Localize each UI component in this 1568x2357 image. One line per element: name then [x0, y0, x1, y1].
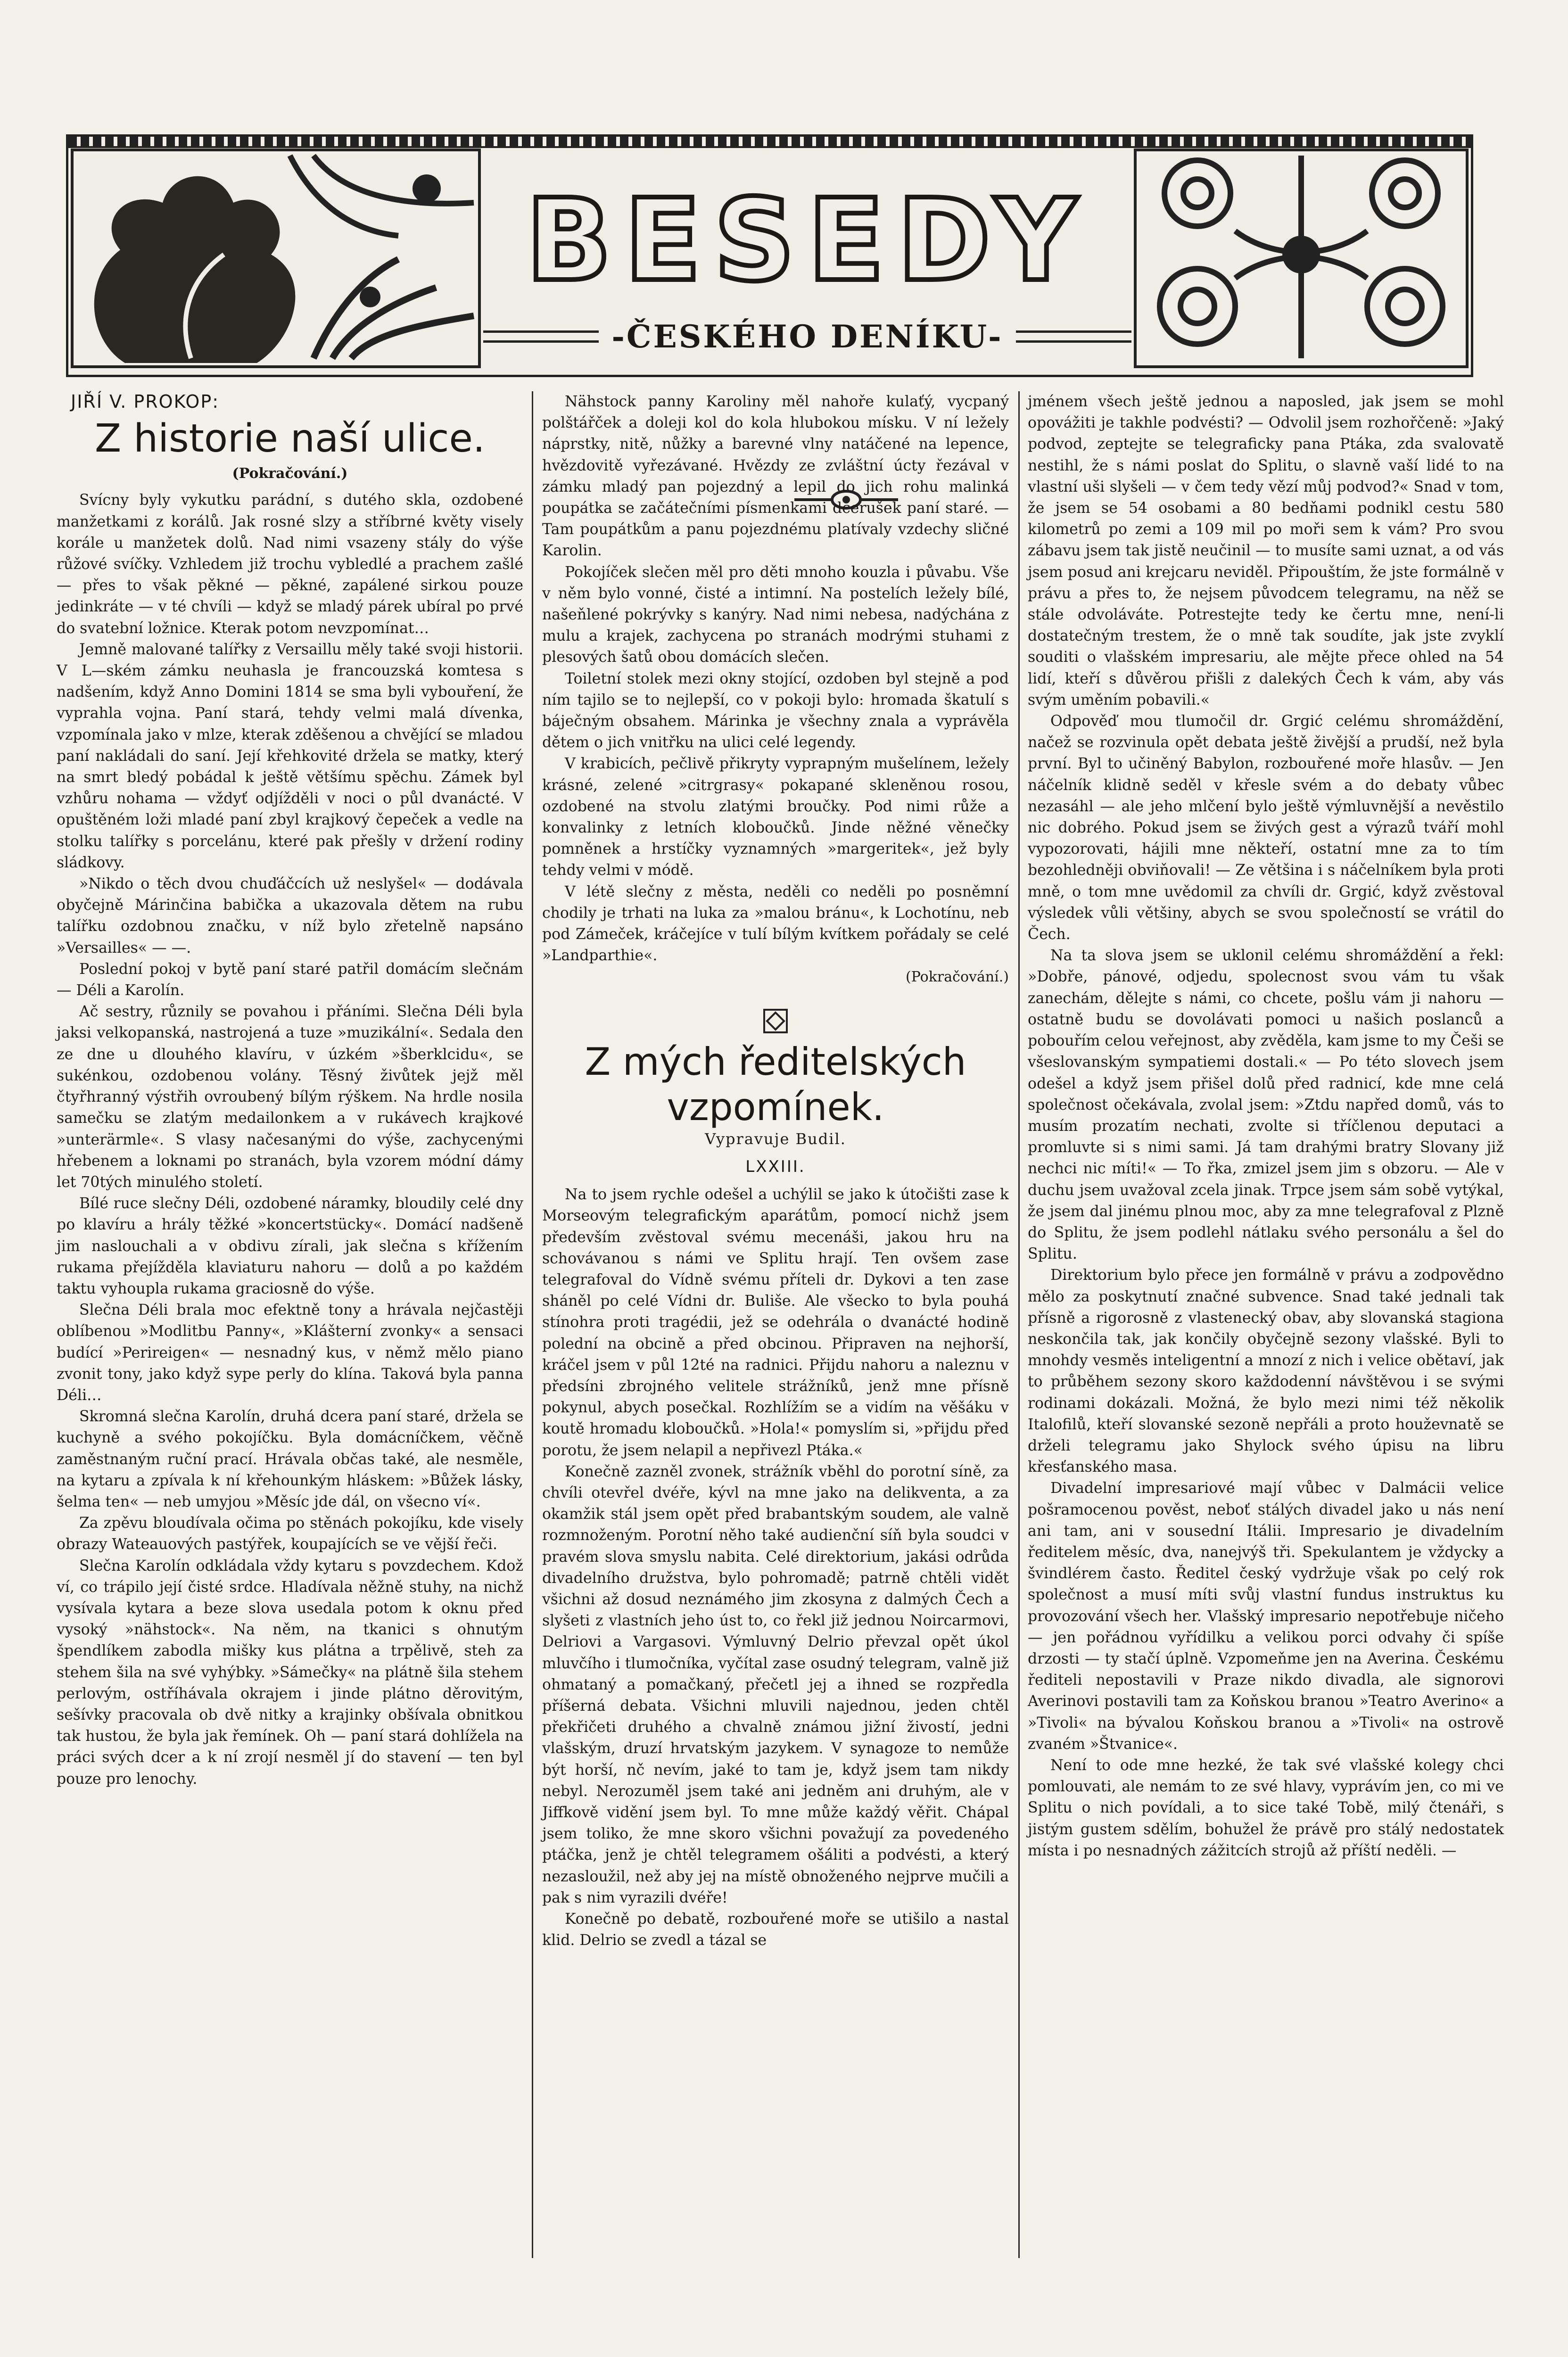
paragraph: Není to ode mne hezké, že tak své vlašské kolegy chci pomlouvati, ale nemám to ze své hlavy, vyprávím jen, co mi ve Splitu o nich povídali, a to sice také Tobě, milý čtenáři, s jistým gustem sdělím, bohužel že právě pro stálý nedostatek místa i po nesnadných zážitcích strojů až příští neděli. —	[1028, 1757, 1504, 1859]
paragraph: Konečně po debatě, rozbouřené moře se utišilo a nastal klid. Delrio se zvedl a tázal se	[542, 1911, 1009, 1949]
paragraph: Divadelní impresariové mají vůbec v Dalmácii velice pošramocenou pověst, neboť stálých divadel jako u nás není ani tam, ani v sousední Itálii. Impresario je divadelním ředitelem měsíc, dva, nanejvýš tři. Spekulantem je vždycky a švindlérem často. Ředitel český vydržuje však po celý rok společnost a musí míti svůj vlastní fundus instruktus ku provozování všech her. Vlašský impresario nepotřebuje ničeho — jen pořádnou vyřídilku a velikou porci odvahy či spíše drzosti — ty stačí úplně. Vzpomeňme jen na Averina. Českému řediteli nepostavili v Praze nikdo divadla, ale signorovi Averinovi postavili tam za Koňskou branou »Teatro Averino« a »Tivoli« na bývalou Koňskou branou a »Tivoli« na ostrově zvaném »Štvanice«.	[1028, 1480, 1504, 1753]
left-ornament-art	[68, 137, 483, 370]
paragraph: Pokojíček slečen měl pro děti mnoho kouzla i půvabu. Vše v něm bylo vonné, čisté a intimní. Na postelích ležely bílé, našeňlené pokrývky s kanýry. Nad nimi nebesa, nadýchána z mulu a krajek, zachycena po stranách modrými stuhami z plesových šatů obou domácích slečen.	[542, 563, 1009, 666]
paragraph: Bílé ruce slečny Déli, ozdobené náramky, bloudily celé dny po klavíru a hrály těžké »koncertstücky«. Domácí nadšeně jim naslouchali a v obdivu zírali, jak slečna s křížením rukama přejížděla klaviaturu nahoru — dolů a po každém taktu vyhoupla rukama graciosně do výše.	[57, 1195, 523, 1297]
paragraph: V létě slečny z města, neděli co neděli po posněmní chodily je trhati na luka za »malou bránu«, k Lochotínu, neb pod Zámeček, kráčejíce v tulí bílým kvítkem pořádaly se celé »Landparthie«.	[542, 883, 1009, 964]
paragraph: Svícny byly vykutku parádní, s dutého skla, ozdobené manžetkami z korálů. Jak rosné slzy a stříbrné květy visely korále u manžetek dolů. Nad nimi vsazeny stály do výše růžové svíčky. Vzhledem již trochu vybledlé a prachem zašlé — přes to však pěkné — pěkné, zapálené sirkou pouze jedinkráte — v té chvíli — když se mladý párek ubíral po prvé do svatební ložnice. Kterak potom nevzpomínat…	[57, 492, 523, 637]
masthead-title: BESEDY	[525, 174, 1089, 306]
article-author: JIŘÍ V. PROKOP:	[71, 391, 220, 412]
paragraph: Toiletní stolek mezi okny stojící, ozdoben byl stejně a pod ním tajilo se to nejlepší, co v pokoji bylo: hromada škatulí s báječným obsahem. Márinka je všechny znala a vyprávěla dětem o jich vnitřku na ulici celé legendy.	[542, 670, 1009, 751]
article-title-line-2: vzpomínek.	[667, 1085, 884, 1129]
column-3	[1028, 391, 1504, 1862]
subtitle-row	[483, 318, 1131, 355]
subtitle-rule-right	[1016, 330, 1131, 343]
right-ornament-art	[1131, 137, 1471, 370]
paragraph: Direktorium bylo přece jen formálně v právu a zodpovědno mělo za poskytnutí značné subvence. Snad také jednali tak přísně a rigorosně z vlastenecký obav, aby slovanská stagiona neskončila tak, jak končily obyčejně sezony vlašské. Byli to mnohdy vesměs inteligentní a mnozí z nich i velice obětaví, jak to průběhem sezony skoro každodenní návštěvou i se svými rodinami dokázali. Možná, že bylo mezi nimi též několik Italofilů, kteří slovanské sezoně nepřáli a proto houževnatě se drželi telegramu jako Shylock svého úpisu na libru křesťanského masa.	[1028, 1267, 1504, 1476]
article-byline: Vypravuje Budil.	[705, 1129, 846, 1148]
paragraph: Ač sestry, různily se povahou i přáními. Slečna Déli byla jaksi velkopanská, nastrojená a tuze »muzikální«. Sedala den ze dne u dlouhého klavíru, v úzkém »šberklcidu«, se sukénkou, ozdobenou volány. Těsný živůtek jejž měl čtyřhranný výstřih ovroubený bílým rýškem. Na hrdle nosila samečku se zlatým medailonkem a v rukávech krajkové »unterärmle«. S vlasy načesanými do výše, zachycenými hřebenem a loknami po stranách, byla vzorem módní dámy let 70tých minulého století.	[57, 1003, 523, 1191]
paragraph: jménem všech ještě jednou a naposled, jak jsem se mohl opovážiti je takhle podvésti? — Odvolil jsem rozhořčeně: »Jaký podvod, zeptejte se telegraficky pana Ptáka, zda svalovatě nestihl, že s námi poslat do Splitu, o slavně vaší lidé to na vlastní uši slyšeli — v čem tedy vězí můj podvod?« Snad v tom, že jsem se 54 osobami a 80 bedňami podnikl cestu 580 kilometrů po zemi a 109 mil po moři sem k vám? Pro svou zábavu jsem tak jistě neučinil — to musíte sami uznat, a od vás jsem posud ani krejcaru neviděl. Připouštím, že jste formálně v právu a přes to, že nejsem původcem telegramu, na něž se stále odvoláváte. Potrestejte tedy ke čertu mne, není-li dostatečným trestem, že o mně tak soudíte, jak jste zvyklí souditi o vlašském impresariu, ale mějte přece ohled na 54 lidí, kteří s důvěrou přišli z dalekých Čech k vám, aby vás svým uměním pobavili.«	[1028, 393, 1504, 709]
section-divider-icon	[761, 1007, 790, 1035]
column-rule-1	[532, 391, 533, 2258]
paragraph: Odpověď mou tlumočil dr. Grgić celému shromáždění, načež se rozvinula opět debata ještě živější a prudší, než byla první. Byl to učiněný Babylon, rozbouřené moře hlasův. — Jen náčelník klidně seděl v křesle svém a do debaty vůbec nezasáhl — ale jeho mlčení bylo ještě výmluvnější a nevěstilo nic dobrého. Pokud jsem se živých gest a výrazů tváří mohl vypozorovati, hájili mne někteří, ostatní mne za to tím bezohledněji obviňovali! — Ze většina i s náčelníkem byla proti mně, o tom mne uvědomil za chvíli dr. Grgić, když zvěstoval výsledek vůli většiny, abych se svou společností se vrátil do Čech.	[1028, 713, 1504, 943]
article-title: Z historie naší ulice.	[95, 416, 485, 462]
paragraph: Nähstock panny Karoliny měl nahoře kulaťý, vycpaný polštářček a doleji kol do kola hlubokou mísku. V ní ležely náprstky, nitě, nůžky a barevné vlny natáčené na lepence, hvězdovitě vyřezávané. Hvězdy ze zvláštní úcty řezával v zámku mladý pan pojezdný a lepil do jich rohu malinká poupátka se začátečními písmenkami dcerušek paní staré. — Tam poupátkům a panu pojezdnému platívaly vzdechy sličné Karolin.	[542, 393, 1009, 560]
paragraph: Za zpěvu bloudívala očima po stěnách pokojíku, kde visely obrazy Wateauových pastýřek, koupajících se ve vější řeči.	[57, 1515, 523, 1553]
paragraph: »Nikdo o těch dvou chuďáčcích už neslyšel« — dodávala obyčejně Márinčina babička a ukazovala dětem na rubu talířku ozdobnou značku, v níž bylo zřetelně napsáno »Versailles« — —.	[57, 875, 523, 956]
masthead	[66, 134, 1473, 377]
masthead-subtitle: -ČESKÉHO DENÍKU-	[611, 318, 1003, 355]
subtitle-rule-left	[483, 330, 599, 343]
column-2	[542, 391, 1009, 1951]
paragraph: Slečna Karolín odkládala vždy kytaru s povzdechem. Kdož ví, co trápilo její čisté srdce. Hladívala něžně stuhy, na nichž vysívala kytara a beze slova usedala potom k oknu před vysoký »nähstock«. Na něm, na tkanici s ohnutým špendlíkem zabodla mišky kus plátna a trpělivě, steh za stehem šila na své vyhýbky. »Sámečky« na plátně šila stehem perlovým, ostříhávala okrajem i jinde plátno děrovitým, sešívky pracovala ob dvě nitky a krajinky obšívala obnitkou tak hustou, že byla jak řemínek. Oh — paní stará dohlížela na práci svých dcer a k ní zrojí nesměl jí do stavení — ten byl pouze pro lenochy.	[57, 1557, 523, 1788]
paragraph: Na ta slova jsem se uklonil celému shromáždění a řekl: »Dobře, pánové, odjedu, spolecnost svou vám tu však zanechám, dělejte s námi, co chcete, pošlu vám ji nahoru — ostatně budu se dovolávati pomoci u našich poslanců a pobouřím celou veřejnost, aby zvěděla, kam jsme to my Češi se všeslovanským sympatiemi dostali.« — Po této slovech jsem odešel a když jsem přišel dolů před radnicí, kde mne celá společnost očekávala, zvolal jsem: »Ztdu napřed domů, vás to musím prozatím nechati, zvolte si tříčlenou deputaci a promluvte si s nimi sami. Já tam drahými bratry Slovany již nechci nic míti!« — To řka, zmizel jsem jim s obzoru. — Ale v duchu jsem uvažoval zcela jinak. Trpce jsem sám sobě vytýkal, že jsem dal jinému plnou moc, aby za mne telegrafoval z Plzně do Splitu, že jsem podlehl nátlaku svého personálu a šel do Splitu.	[1028, 947, 1504, 1263]
paragraph: Jemně malované talířky z Versaillu měly také svoji historii. V L—ském zámku neuhasla je francouzská komtesa s nadšením, když Anno Domini 1814 se sma byli vybouření, že vyprahla vojna. Paní stará, tehdy velmi malá dívenka, vzpomínala jako v mlze, kterak zděšenou a chvějící se mladou paní nakládali do saní. Její křehkovité držela se matky, který na smrt bledý pobádal k ještě většímu spěchu. Zámek byl vzhůru nohama — vždyť odjížděli v noci o půl dvanácté. V opuštěném loži mladé paní zbyl krajkový čepeček a vedle na stolku talířky s porcelánu, které pak přešly v držení rodiny sládkovy.	[57, 641, 523, 871]
title-block	[483, 174, 1131, 306]
paragraph: V krabicích, pečlivě přikryty vyprapným mušelínem, ležely krásné, zelené »citrgrasy« pokapané skleněnou rosou, ozdobené na stvolu zlatými broučky. Pod nimi růže a konvalinky z letních kloboučků. Jinde něžné věnečky pomněnek a hrstíčky vyznamných »margeritek«, jež byly tehdy velmi v módě.	[542, 755, 1009, 879]
paragraph: Slečna Déli brala moc efektně tony a hrávala nejčastěji oblíbenou »Modlitbu Panny«, »Klášterní zvonky« a sensaci budící »Perireigen« — nesnadný kus, v němž mělo piano zvonit tony, jako když sype perly do klína. Taková byla panna Déli…	[57, 1302, 523, 1404]
article-title-line-1: Z mých ředitelských	[585, 1039, 966, 1084]
paragraph: Na to jsem rychle odešel a uchýlil se jako k útočišti zase k Morseovým telegrafickým aparátům, pomocí nichž jsem především zvěstoval svému mecenáši, jakou hru na schovávanou s námi ve Splitu hrají. Ten ovšem zase telegrafoval do Vídně svému příteli dr. Dykovi a ten zase sháněl po celé Vídni dr. Buliše. Ale všecko to byla pouhá stínohra proti tragédii, jež se odehrála o dvanácté hodině polední na obcině a před obcinou. Připraven na nejhorší, kráčel jsem v půl 12té na radnici. Přijdu nahoru a naleznu v předsíni zbrojného velitele strážníků, jenž mne přísně pokynul, abych posečkal. Rozhlížím se a vidím na věšáku v koutě hromadu kloboučků. »Hola!« pomyslím si, »přijdu před porotu, že jsem nelapil a nepřivezl Ptáka.«	[542, 1186, 1009, 1459]
paragraph: Skromná slečna Karolín, druhá dcera paní staré, držela se kuchyně a svého pokojíčku. Byla domácníčkem, věčně zaměstnaným ruční prací. Hrávala občas také, ale nesměle, na kytaru a zpívala k ní křehounkým hláskem: »Bůžek lásky, šelma ten« — neb umyjou »Měsíc jde dál, on všecno ví«.	[57, 1408, 523, 1510]
paragraph: Poslední pokoj v bytě paní staré patřil domácím slečnám — Déli a Karolín.	[57, 960, 523, 999]
paragraph: Konečně zazněl zvonek, strážník vběhl do porotní síně, za chvíli otevřel dvéře, kývl na mne jako na delikventa, a za okamžik stál jsem opět před brabantským soudem, ale valně rozmnoženým. Porotní něho také audienční síň byla soudci v pravém slova smyslu nabita. Celé direktorium, jakási odrůda divadelního družstva, bylo pohromadě; patrně chtěli vidět všichni až dosud neznámého jim zkosyna z dalmých Čech a slyšeti z vlastních jeho úst to, co řekl již jednou Noircarmovi, Delriovi a Vargasovi. Výmluvný Delrio převzal opět úkol mluvčího i tlumočníka, vyčítal zase osudný telegram, valně již ohmataný a pomačkaný, přečetl jej a ihned se rozpředla příšerná debata. Všichni mluvili najednou, jeden chtěl překřičeti druhého a chvalně známou jižní živostí, jedni vlašským, druzí hrvatským jazykem. V synagoze to nemůže být horší, nč nevím, jaké to tam je, když jsem tam nikdy nebyl. Nerozuměl jsem také ani jedněm ani druhým, ale v Jiffkově vidění jsem byl. To mne může každý věřit. Chápal jsem toliko, že mne skoro všichni považují za povedeného ptáčka, jenž je chtěl telegramem ošáliti a podvésti, a který nezasloužil, než aby jej na místě obnoženého nejprve mučili a pak s nim vyrazili dvéře!	[542, 1463, 1009, 1906]
column-rule-2	[1018, 391, 1020, 2258]
continued-note: (Pokračování.)	[906, 969, 1009, 986]
continued-note: (Pokračování.)	[232, 465, 348, 482]
chapter-number: LXXIII.	[745, 1157, 806, 1176]
column-1	[57, 391, 523, 1790]
